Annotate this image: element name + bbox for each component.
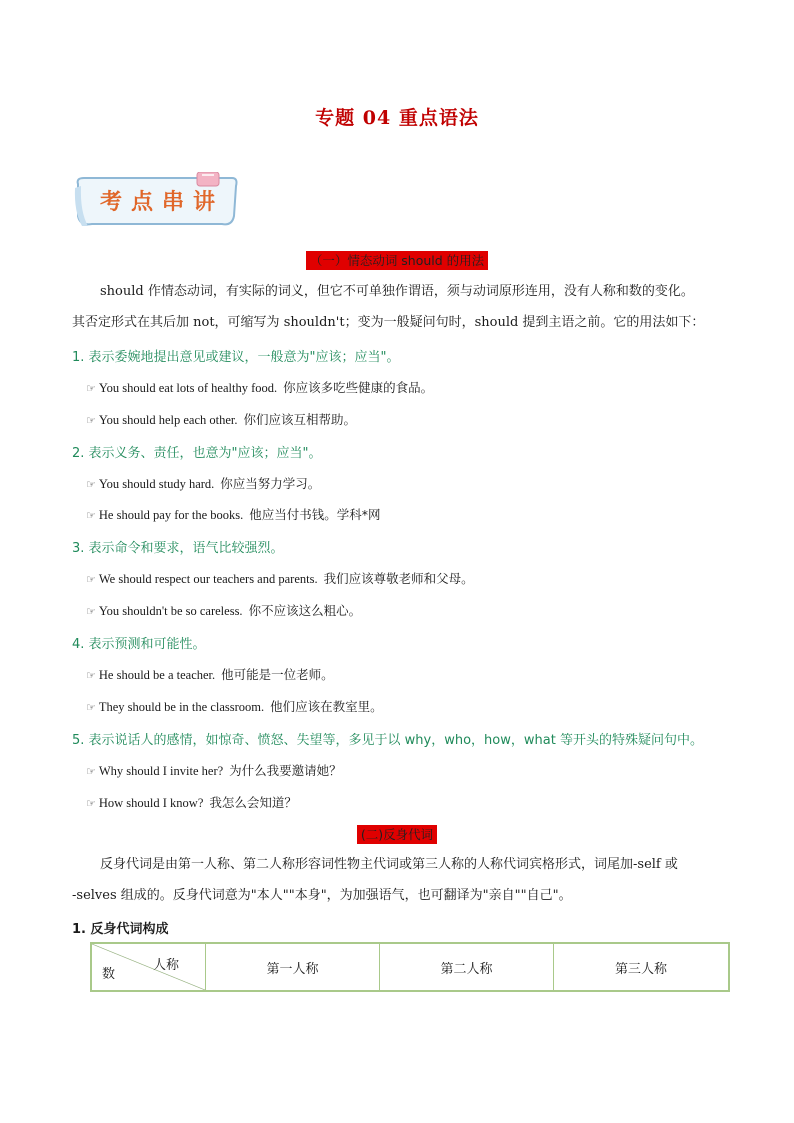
- badge-label: 考点串讲: [100, 189, 225, 215]
- example-3a: ☞ We should respect our teachers and parents. 我们应该尊敬老师和父母。: [86, 571, 474, 586]
- table-header-third-person: 第三人称: [553, 943, 729, 991]
- table-row: [91, 943, 729, 991]
- pointing-hand-icon: ☞: [86, 701, 96, 714]
- corner-label-number: 数: [102, 967, 116, 982]
- example-5a: ☞ Why should I invite her? 为什么我要邀请她？: [86, 763, 342, 778]
- example-4b: ☞ They should be in the classroom. 他们应该在教室里。: [86, 699, 383, 714]
- rule-1: 1. 表示委婉地提出意见或建议，一般意为"应该；应当"。: [72, 350, 400, 365]
- section-heading-should: （一）情态动词 should 的用法: [0, 250, 794, 269]
- pointing-hand-icon: ☞: [86, 605, 96, 618]
- pointing-hand-icon: ☞: [86, 797, 96, 810]
- reflexive-intro: 反身代词是由第一人称、第二人称形容词性物主代词或第三人称的人称代词宾格形式，词尾加-self 或 -selves 组成的。反身代词意为"本人""本身"，为加强语气，也可翻译为"亲自""自己"。: [72, 857, 678, 903]
- reflexive-table: [90, 942, 730, 992]
- example-1b: ☞ You should help each other. 你们应该互相帮助。: [86, 412, 357, 427]
- example-5b: ☞ How should I know? 我怎么会知道？: [86, 795, 297, 810]
- rule-2: 2. 表示义务、责任，也意为"应该；应当"。: [72, 446, 322, 461]
- table-header-second-person: 第二人称: [379, 943, 553, 991]
- pointing-hand-icon: ☞: [86, 573, 96, 586]
- example-2b: ☞ He should pay for the books. 他应当付书钱。学科*网: [86, 507, 381, 522]
- should-intro: should 作情态动词，有实际的词义，但它不可单独作谓语，须与动词原形连用，没有人称和数的变化。 其否定形式在其后加 not，可缩写为 shouldn't；变为一般疑问句时，should 提到主语之前。它的用法如下：: [72, 284, 705, 330]
- rule-4: 4. 表示预测和可能性。: [72, 637, 206, 652]
- example-4a: ☞ He should be a teacher. 他可能是一位老师。: [86, 667, 334, 682]
- section-badge: [72, 172, 242, 230]
- reflexive-subheading: 1. 反身代词构成: [72, 922, 169, 937]
- rule-3: 3. 表示命令和要求，语气比较强烈。: [72, 541, 284, 556]
- section-heading-reflexive: (二)反身代词: [0, 824, 794, 843]
- pointing-hand-icon: ☞: [86, 669, 96, 682]
- page-title: 专题 04 重点语法: [315, 107, 479, 129]
- table-corner-cell: [91, 943, 206, 991]
- pointing-hand-icon: ☞: [86, 765, 96, 778]
- corner-label-person: 人称: [152, 958, 179, 973]
- example-2a: ☞ You should study hard. 你应当努力学习。: [86, 476, 321, 491]
- table-header-first-person: 第一人称: [206, 943, 380, 991]
- pointing-hand-icon: ☞: [86, 509, 96, 522]
- example-1a: ☞ You should eat lots of healthy food. 你应该多吃些健康的食品。: [86, 380, 434, 395]
- pointing-hand-icon: ☞: [86, 382, 96, 395]
- rule-5: 5. 表示说话人的感情，如惊奇、愤怒、失望等，多见于以 why，who，how，what 等开头的特殊疑问句中。: [72, 733, 703, 748]
- pointing-hand-icon: ☞: [86, 414, 96, 427]
- pointing-hand-icon: ☞: [86, 478, 96, 491]
- example-3b: ☞ You shouldn't be so careless. 你不应该这么粗心。: [86, 603, 362, 618]
